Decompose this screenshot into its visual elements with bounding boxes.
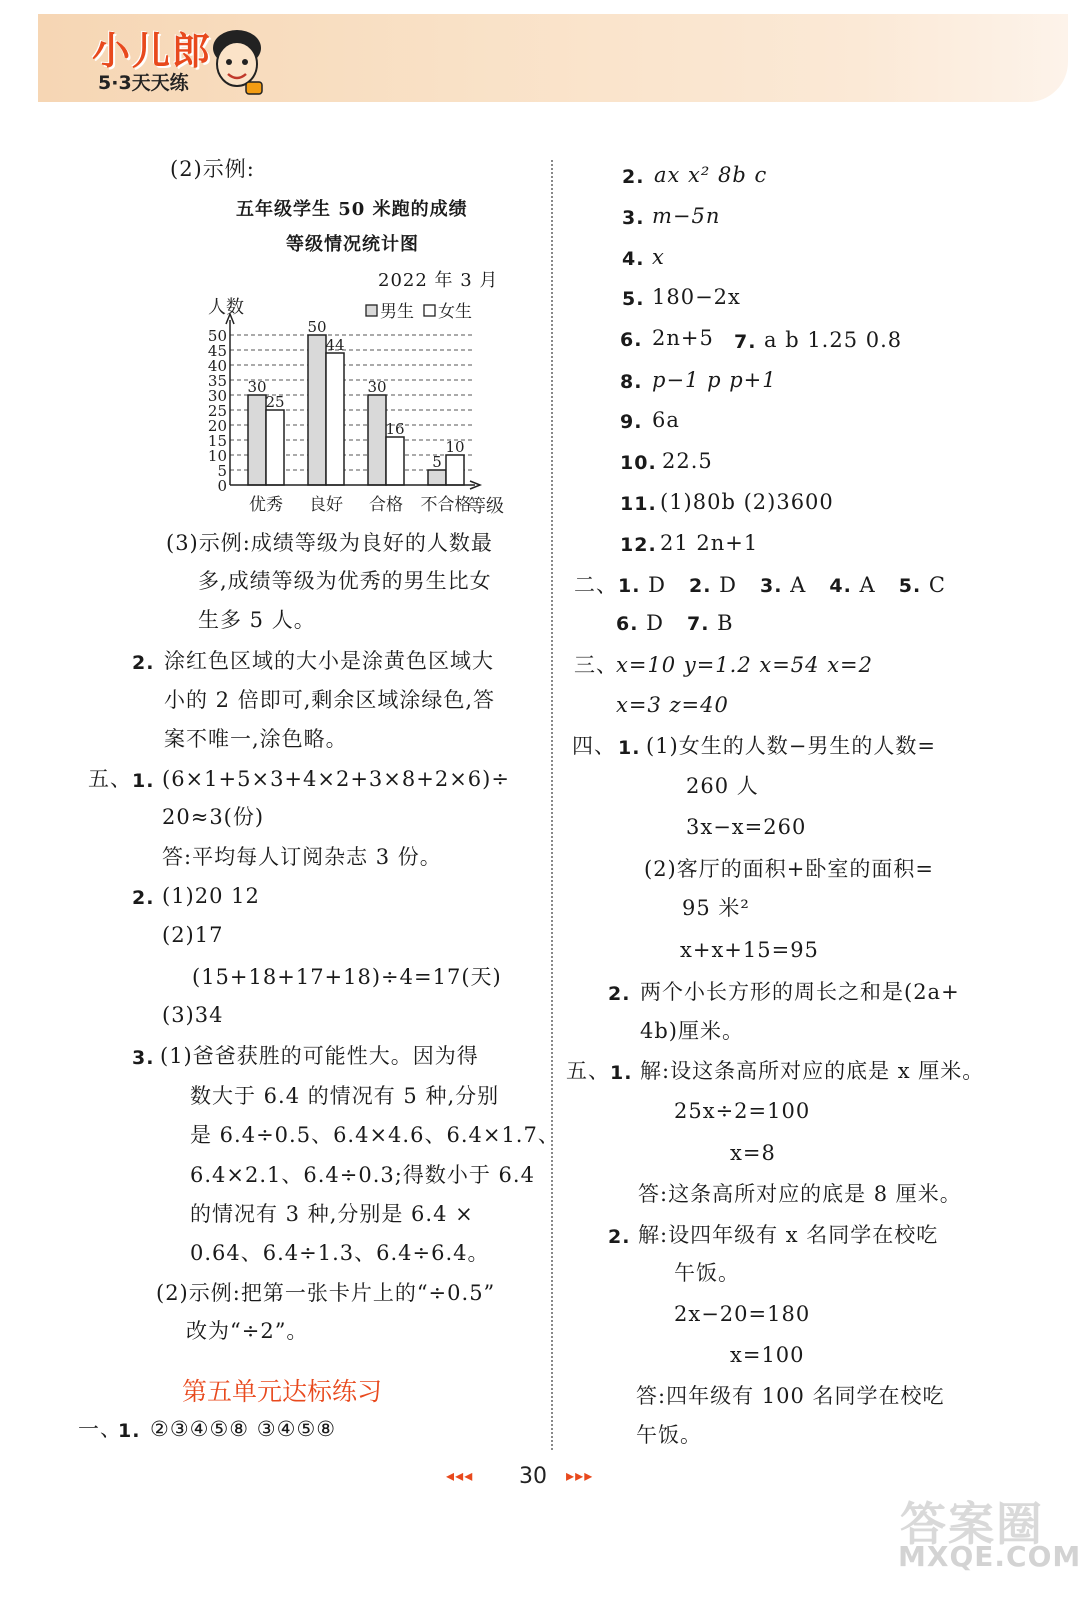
section-5-question-3-line-7: (2)示例:把第一张卡片上的“÷0.5” bbox=[156, 1281, 496, 1305]
right-question-5-number: 5. bbox=[622, 288, 645, 310]
page-number: 30 bbox=[519, 1464, 547, 1489]
x-axis-label: 等级 bbox=[468, 496, 504, 517]
section-2-label: 二、 bbox=[574, 573, 618, 597]
section-5-question-2-line-4: (3)34 bbox=[162, 1003, 224, 1027]
legend-label: 女生 bbox=[438, 302, 472, 322]
answer-part-3-line-2: 多,成绩等级为优秀的男生比女 bbox=[198, 569, 492, 593]
column-divider bbox=[551, 160, 553, 1450]
answer-part-2-label: (2)示例: bbox=[170, 157, 255, 181]
section-3-line-1: x=10 y=1.2 x=54 x=2 bbox=[616, 653, 874, 677]
bar-男生-优秀 bbox=[248, 395, 266, 485]
bar-value-label: 16 bbox=[385, 420, 405, 438]
section-5-question-1-number: 1. bbox=[132, 770, 155, 792]
question-2-line-1: 涂红色区域的大小是涂黄色区域大 bbox=[164, 649, 494, 673]
legend-swatch bbox=[424, 305, 435, 316]
section-2-row-1: 1. D 2. D 3. A 4. A 5. C bbox=[618, 573, 946, 597]
section-3-line-2: x=3 z=40 bbox=[616, 693, 729, 717]
section-4-question-1-line-4: (2)客厅的面积+卧室的面积= bbox=[644, 857, 934, 881]
right-question-6-number: 6. bbox=[620, 329, 643, 351]
y-tick-label: 40 bbox=[207, 357, 227, 375]
section-5-question-3-line-5: 的情况有 3 种,分别是 6.4 × bbox=[190, 1202, 474, 1226]
logo-subtitle: 5·3天天练 bbox=[98, 72, 189, 94]
section-4-question-1-number: 1. bbox=[618, 737, 641, 759]
next-page-arrows-icon: ▸ ▸ ▸ bbox=[566, 1466, 591, 1485]
bar-男生-合格 bbox=[368, 395, 386, 485]
chart-title-line-1: 五年级学生 50 米跑的成绩 bbox=[236, 199, 468, 220]
watermark-url: MXQE.COM bbox=[898, 1540, 1082, 1573]
section-3-label: 三、 bbox=[574, 653, 618, 677]
right-question-2-text: ax x² 8b c bbox=[654, 163, 768, 187]
right-section-5-question-2-line-5: 答:四年级有 100 名同学在校吃 bbox=[636, 1384, 945, 1408]
right-question-11-text: (1)80b (2)3600 bbox=[660, 490, 834, 514]
y-tick-label: 5 bbox=[217, 462, 227, 480]
bar-value-label: 50 bbox=[307, 318, 327, 336]
section-5-question-2-line-1: (1)20 12 bbox=[162, 884, 260, 908]
y-tick-label: 20 bbox=[207, 417, 227, 435]
right-question-12-text: 21 2n+1 bbox=[660, 531, 759, 555]
section-4-question-2-line-1: 两个小长方形的周长之和是(2a+ bbox=[640, 980, 960, 1004]
right-section-5-question-2-line-4: x=100 bbox=[730, 1343, 805, 1367]
section-1-question-1-number: 1. bbox=[118, 1420, 141, 1442]
right-section-5-question-2-line-3: 2x−20=180 bbox=[674, 1302, 811, 1326]
section-5-question-3-line-6: 0.64、6.4÷1.3、6.4÷6.4。 bbox=[190, 1241, 490, 1265]
unit-5-section-title: 第五单元达标练习 bbox=[182, 1377, 383, 1406]
right-question-11-number: 11. bbox=[620, 493, 657, 515]
right-section-5-question-2-line-2: 午饭。 bbox=[674, 1261, 740, 1285]
section-4-question-1-line-2: 260 人 bbox=[686, 774, 759, 798]
logo-title: 小儿郎 bbox=[92, 29, 213, 73]
section-4-question-1-line-3: 3x−x=260 bbox=[686, 815, 807, 839]
right-question-8-text: p−1 p p+1 bbox=[652, 368, 777, 392]
section-5-question-3-line-3: 是 6.4÷0.5、6.4×4.6、6.4×1.7、 bbox=[190, 1123, 560, 1147]
right-question-12-number: 12. bbox=[620, 534, 657, 556]
right-section-5-question-1-line-2: 25x÷2=100 bbox=[674, 1099, 811, 1123]
x-category-label: 不合格 bbox=[420, 495, 472, 515]
bar-value-label: 5 bbox=[432, 453, 442, 471]
right-question-3-number: 3. bbox=[622, 207, 645, 229]
right-question-5-text: 180−2x bbox=[652, 285, 741, 309]
chart-title-line-2: 等级情况统计图 bbox=[286, 234, 419, 255]
section-5-question-1-answer: 答:平均每人订阅杂志 3 份。 bbox=[162, 845, 442, 869]
right-section-5-question-1-line-1: 解:设这条高所对应的底是 x 厘米。 bbox=[640, 1059, 985, 1083]
x-category-label: 合格 bbox=[369, 495, 403, 515]
section-2-row-2: 6. D 7. B bbox=[616, 611, 734, 635]
chart-date: 2022 年 3 月 bbox=[378, 270, 499, 291]
right-question-4-text: x bbox=[652, 245, 665, 269]
question-2-line-3: 案不唯一,涂色略。 bbox=[164, 727, 348, 751]
question-2-number: 2. bbox=[132, 652, 155, 674]
y-tick-label: 15 bbox=[207, 432, 227, 450]
section-4-question-1-line-5: 95 米² bbox=[682, 896, 750, 920]
right-section-5-question-1-answer: 答:这条高所对应的底是 8 厘米。 bbox=[638, 1182, 962, 1206]
bar-女生-良好 bbox=[326, 353, 344, 485]
y-tick-label: 35 bbox=[207, 372, 227, 390]
right-section-5-label: 五、 bbox=[566, 1059, 610, 1083]
right-question-9-text: 6a bbox=[652, 408, 680, 432]
bar-value-label: 30 bbox=[367, 378, 387, 396]
section-5-question-3-line-8: 改为“÷2”。 bbox=[186, 1319, 309, 1343]
bar-女生-优秀 bbox=[266, 410, 284, 485]
right-section-5-question-1-line-3: x=8 bbox=[730, 1141, 776, 1165]
bar-女生-不合格 bbox=[446, 455, 464, 485]
right-question-10-text: 22.5 bbox=[662, 449, 713, 473]
section-5-question-1-line-2: 20≈3(份) bbox=[162, 805, 265, 829]
right-section-5-question-2-number: 2. bbox=[608, 1226, 631, 1248]
question-2-line-2: 小的 2 倍即可,剩余区域涂绿色,答 bbox=[164, 688, 496, 712]
section-5-question-3-number: 3. bbox=[132, 1047, 155, 1069]
bar-value-label: 30 bbox=[247, 378, 267, 396]
right-question-2-number: 2. bbox=[622, 166, 645, 188]
y-axis-label: 人数 bbox=[208, 297, 244, 318]
section-5-label: 五、 bbox=[88, 767, 132, 791]
section-4-label: 四、 bbox=[572, 734, 616, 758]
bar-女生-合格 bbox=[386, 437, 404, 485]
bar-value-label: 10 bbox=[445, 438, 465, 456]
right-question-8-number: 8. bbox=[620, 371, 643, 393]
previous-page-arrows-icon: ◂ ◂ ◂ bbox=[446, 1466, 471, 1485]
section-4-question-1-line-6: x+x+15=95 bbox=[680, 938, 819, 962]
right-question-7-text: a b 1.25 0.8 bbox=[764, 328, 903, 352]
section-5-question-3-line-1: (1)爸爸获胜的可能性大。因为得 bbox=[160, 1044, 479, 1068]
section-4-question-1-line-1: (1)女生的人数−男生的人数= bbox=[646, 734, 936, 758]
y-tick-label: 25 bbox=[207, 402, 227, 420]
x-category-label: 优秀 bbox=[249, 495, 283, 515]
y-tick-label: 45 bbox=[207, 342, 227, 360]
section-5-question-2-line-2: (2)17 bbox=[162, 923, 224, 947]
watermark-logo: 答案圈 bbox=[900, 1497, 1044, 1551]
section-5-question-1-line-1: (6×1+5×3+4×2+3×8+2×6)÷ bbox=[162, 767, 510, 791]
section-4-question-2-number: 2. bbox=[608, 983, 631, 1005]
section-4-question-2-line-2: 4b)厘米。 bbox=[640, 1019, 744, 1043]
right-section-5-question-2-line-6: 午饭。 bbox=[636, 1423, 702, 1447]
right-question-6-text: 2n+5 bbox=[652, 326, 714, 350]
answer-part-3-line-1: (3)示例:成绩等级为良好的人数最 bbox=[166, 531, 493, 555]
right-question-3-text: m−5n bbox=[652, 204, 721, 228]
bar-男生-良好 bbox=[308, 335, 326, 485]
right-question-7-number: 7. bbox=[734, 331, 757, 353]
bar-value-label: 25 bbox=[265, 393, 285, 411]
section-5-question-3-line-4: 6.4×2.1、6.4÷0.3;得数小于 6.4 bbox=[190, 1163, 535, 1187]
section-5-question-3-line-2: 数大于 6.4 的情况有 5 种,分别 bbox=[190, 1084, 500, 1108]
right-question-9-number: 9. bbox=[620, 411, 643, 433]
section-5-question-2-line-3: (15+18+17+18)÷4=17(天) bbox=[192, 965, 502, 989]
y-tick-label: 50 bbox=[207, 327, 227, 345]
right-section-5-question-1-number: 1. bbox=[610, 1062, 633, 1084]
x-category-label: 良好 bbox=[309, 495, 343, 515]
legend-label: 男生 bbox=[380, 302, 414, 322]
chart-legend bbox=[366, 302, 472, 322]
right-section-5-question-2-line-1: 解:设四年级有 x 名同学在校吃 bbox=[638, 1223, 939, 1247]
legend-swatch bbox=[366, 305, 377, 316]
section-5-question-2-number: 2. bbox=[132, 887, 155, 909]
y-tick-label: 10 bbox=[207, 447, 227, 465]
mascot-boy-icon bbox=[206, 26, 268, 98]
right-question-10-number: 10. bbox=[620, 452, 657, 474]
y-tick-label: 30 bbox=[207, 387, 227, 405]
section-1-question-1-text: ②③④⑤⑧ ③④⑤⑧ bbox=[150, 1417, 337, 1441]
bar-value-label: 44 bbox=[325, 336, 345, 354]
right-question-4-number: 4. bbox=[622, 248, 645, 270]
bar-男生-不合格 bbox=[428, 470, 446, 485]
answer-part-3-line-3: 生多 5 人。 bbox=[198, 608, 316, 632]
section-1-label: 一、 bbox=[78, 1417, 122, 1441]
y-tick-label: 0 bbox=[217, 477, 227, 495]
bar-chart bbox=[200, 290, 520, 520]
